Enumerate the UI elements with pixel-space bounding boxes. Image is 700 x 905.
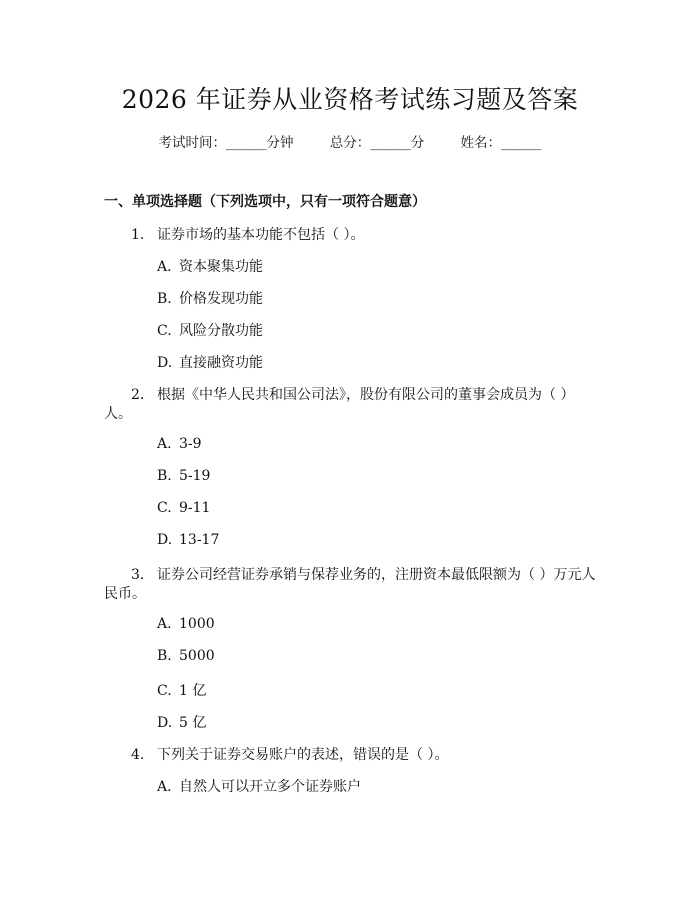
question-3-option-a bbox=[157, 616, 215, 632]
question-3-option-c bbox=[157, 680, 206, 700]
question-text: 证券公司经营证券承销与保荐业务的，注册资本最低限额为（ ）万元人 bbox=[157, 567, 596, 583]
question-4-option-a bbox=[157, 776, 361, 796]
option-letter: C. bbox=[157, 683, 172, 699]
option-text: 直接融资功能 bbox=[179, 355, 263, 371]
option-letter: B. bbox=[157, 648, 172, 664]
question-2-option-a bbox=[157, 436, 202, 452]
option-letter: D. bbox=[157, 355, 173, 371]
page-title: 2026 年证券从业资格考试练习题及答案 bbox=[121, 85, 579, 114]
option-letter: C. bbox=[157, 500, 172, 516]
question-1-option-a bbox=[157, 256, 263, 276]
option-letter: D. bbox=[157, 715, 173, 731]
option-text: 价格发现功能 bbox=[179, 291, 263, 307]
option-text: 13-17 bbox=[179, 532, 220, 548]
option-text: 自然人可以开立多个证券账户 bbox=[179, 779, 361, 795]
option-text: 3-9 bbox=[179, 436, 202, 452]
question-2-option-d bbox=[157, 532, 219, 548]
question-2-option-b bbox=[157, 468, 210, 484]
question-text: 证券市场的基本功能不包括（ ）。 bbox=[157, 227, 365, 243]
option-text: 5000 bbox=[179, 648, 215, 664]
question-2 bbox=[131, 384, 574, 404]
question-number: 4. bbox=[131, 747, 145, 763]
question-2-text-continued: 人。 bbox=[104, 406, 132, 422]
exam-time-field: 考试时间：______分钟 bbox=[158, 135, 294, 151]
option-text: 资本聚集功能 bbox=[179, 259, 263, 275]
option-text: 9-11 bbox=[179, 500, 211, 516]
question-text: 下列关于证券交易账户的表述，错误的是（ ）。 bbox=[157, 747, 449, 763]
option-text: 5 亿 bbox=[179, 715, 207, 731]
question-1-option-c bbox=[157, 320, 263, 340]
question-1-option-d bbox=[157, 352, 263, 372]
question-4 bbox=[131, 744, 448, 764]
question-1 bbox=[131, 224, 364, 244]
option-letter: A. bbox=[157, 436, 172, 452]
question-3 bbox=[131, 564, 595, 584]
question-number: 1. bbox=[131, 227, 145, 243]
question-3-text-continued: 民币。 bbox=[104, 586, 146, 602]
option-letter: A. bbox=[157, 616, 172, 632]
exam-info-line bbox=[0, 131, 700, 151]
option-letter: B. bbox=[157, 291, 172, 307]
option-letter: B. bbox=[157, 468, 172, 484]
option-letter: A. bbox=[157, 259, 172, 275]
question-number: 2. bbox=[131, 387, 145, 403]
option-letter: A. bbox=[157, 779, 172, 795]
question-3-option-b bbox=[157, 648, 215, 664]
option-text: 风险分散功能 bbox=[179, 323, 263, 339]
question-2-option-c bbox=[157, 500, 210, 516]
question-text: 根据《中华人民共和国公司法》，股份有限公司的董事会成员为（ ） bbox=[157, 387, 575, 403]
section-heading: 一、单项选择题（下列选项中，只有一项符合题意） bbox=[104, 194, 426, 210]
option-letter: D. bbox=[157, 532, 173, 548]
option-text: 1 亿 bbox=[179, 683, 207, 699]
option-text: 1000 bbox=[179, 616, 215, 632]
question-1-option-b bbox=[157, 288, 263, 308]
question-number: 3. bbox=[131, 567, 145, 583]
student-name-field: 姓名：______ bbox=[460, 135, 542, 151]
total-score-field: 总分：______分 bbox=[329, 135, 425, 151]
question-3-option-d bbox=[157, 712, 206, 732]
option-text: 5-19 bbox=[179, 468, 211, 484]
option-letter: C. bbox=[157, 323, 172, 339]
